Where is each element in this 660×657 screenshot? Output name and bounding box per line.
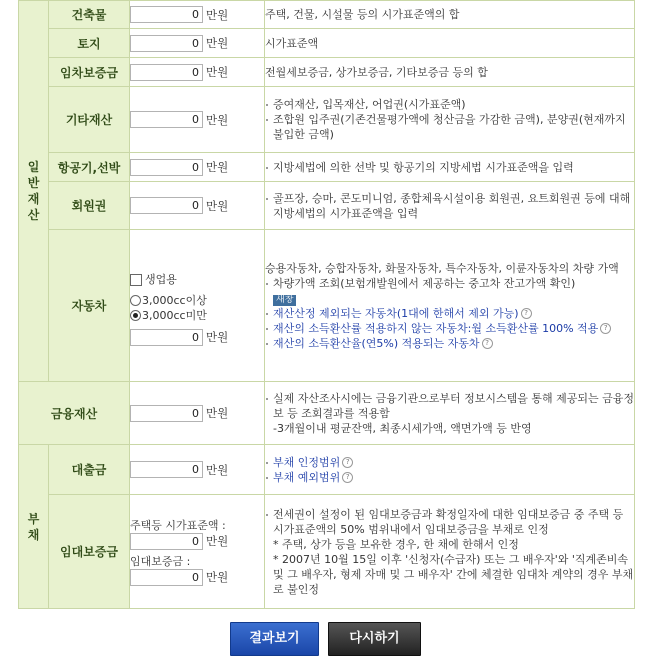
category-general	[19, 1, 49, 382]
debt-accept-link[interactable]: 부채 인정범위	[273, 455, 341, 469]
row-lease-debt	[19, 495, 635, 609]
house-value-label: 주택등 시가표준액 :	[130, 518, 226, 532]
label-building: 건축물	[49, 1, 130, 29]
radio-under-3000cc[interactable]	[130, 310, 141, 321]
lease-deposit-desc: 전월세보증금, 상가보증금, 기타보증금 등의 합	[265, 58, 635, 87]
financial-desc-1: 실제 자산조사시에는 금융기관으로부터 정보시스템을 통해 제공되는 금융정보 등 조회결과를 적용함	[265, 391, 634, 421]
row-lease-deposit	[19, 58, 635, 87]
help-icon[interactable]: ?	[521, 308, 532, 319]
row-membership	[19, 182, 635, 230]
category-general-label: 일반재산	[27, 160, 40, 222]
building-desc: 주택, 건물, 시설물 등의 시가표준액의 합	[265, 1, 635, 29]
car-input[interactable]: 0	[130, 329, 203, 346]
category-debt-label: 부채	[27, 511, 40, 542]
membership-input[interactable]: 0	[130, 197, 203, 214]
category-debt	[19, 445, 49, 609]
car-lookup-link[interactable]: 차량가액 조회(보험개발원에서 제공하는 중고차 잔고가액 확인)	[273, 276, 576, 290]
other-property-desc-1: 증여재산, 입목재산, 어업권(시가표준액)	[265, 97, 634, 112]
help-icon[interactable]: ?	[600, 323, 611, 334]
other-property-unit: 만원	[206, 112, 229, 127]
row-building	[19, 1, 635, 29]
row-land	[19, 29, 635, 58]
label-other-property: 기타재산	[49, 87, 130, 153]
aircraft-ship-input[interactable]: 0	[130, 159, 203, 176]
lease-debt-value-label: 임대보증금 :	[130, 554, 191, 568]
car-unit: 만원	[206, 330, 229, 344]
reset-button[interactable]: 다시하기	[328, 622, 421, 656]
lease-debt-input[interactable]: 0	[130, 569, 203, 586]
asset-form-table	[18, 0, 635, 609]
label-financial: 금융재산	[19, 382, 130, 445]
label-car: 자동차	[49, 230, 130, 382]
help-icon[interactable]: ?	[482, 338, 493, 349]
loan-input[interactable]: 0	[130, 461, 203, 478]
label-lease-deposit: 임차보증금	[49, 58, 130, 87]
row-car	[19, 230, 635, 382]
radio-over-3000cc-label: 3,000cc이상	[142, 293, 207, 307]
lease-deposit-unit: 만원	[206, 65, 229, 79]
lease-debt-desc-2: * 주택, 상가 등을 보유한 경우, 한 채에 한해서 인정	[273, 537, 519, 551]
other-property-desc-2: 조합원 입주권(기존건물평가액에 청산금을 가감한 금액), 분양권(현재까지 불입한 금액)	[265, 112, 634, 142]
lease-debt-desc-1: 전세권이 설정이 된 임대보증금과 확정일자에 대한 임대보증금 중 주택 등 시가표준액의 50% 범위내에서 임대보증금을 부채로 인정	[265, 507, 634, 537]
new-window-badge[interactable]: 새창	[273, 295, 296, 306]
membership-desc: 골프장, 승마, 콘도미니엄, 종합체육시설이용 회원권, 요트회원권 등에 대해 지방세법의 시가표준액을 입력	[265, 191, 634, 221]
aircraft-ship-unit: 만원	[206, 160, 229, 174]
help-icon[interactable]: ?	[342, 457, 353, 468]
membership-unit: 만원	[206, 198, 229, 213]
label-aircraft-ship: 항공기,선박	[49, 153, 130, 182]
lease-deposit-input[interactable]: 0	[130, 64, 203, 81]
house-value-input[interactable]: 0	[130, 533, 203, 550]
row-financial	[19, 382, 635, 445]
land-input[interactable]: 0	[130, 35, 203, 52]
help-icon[interactable]: ?	[342, 472, 353, 483]
financial-unit: 만원	[206, 406, 229, 420]
aircraft-ship-desc: 지방세법에 의한 선박 및 항공기의 지방세법 시가표준액을 입력	[265, 160, 634, 175]
row-loan	[19, 445, 635, 495]
loan-unit: 만원	[206, 462, 229, 477]
debt-except-link[interactable]: 부채 예외범위	[273, 470, 341, 484]
label-loan: 대출금	[49, 445, 130, 495]
car-desc-intro: 승용자동차, 승합자동차, 화물자동차, 특수자동차, 이륜자동차의 차량 가액	[265, 261, 619, 275]
financial-desc-2: -3개월이내 평균잔액, 최종시세가액, 액면가액 등 반영	[273, 421, 532, 435]
label-land: 토지	[49, 29, 130, 58]
lease-debt-unit: 만원	[206, 570, 229, 584]
row-other-property	[19, 87, 635, 153]
label-membership: 회원권	[49, 182, 130, 230]
label-lease-debt: 임대보증금	[49, 495, 130, 609]
view-result-button[interactable]: 결과보기	[230, 622, 319, 656]
row-aircraft-ship	[19, 153, 635, 182]
financial-input[interactable]: 0	[130, 405, 203, 422]
business-use-label: 생업용	[145, 272, 177, 286]
car-conversion-link[interactable]: 재산의 소득환산율(연5%) 적용되는 자동차	[273, 336, 480, 350]
house-value-unit: 만원	[206, 534, 229, 548]
car-exclusion-link[interactable]: 재산산정 제외되는 자동차(1대에 한해서 제외 가능)	[273, 306, 519, 320]
lease-debt-desc-3: * 2007년 10월 15일 이후 '신청자(수급자) 또는 그 배우자'와 '직계존비속 및 그 배우자, 형제 자매 및 그 배우자' 간에 체결한 임대차 계약의 경우 부채로 불인정	[273, 552, 634, 596]
land-desc: 시가표준액	[265, 29, 635, 58]
business-use-checkbox[interactable]	[130, 274, 142, 286]
building-input[interactable]: 0	[130, 6, 203, 23]
radio-over-3000cc[interactable]	[130, 295, 141, 306]
car-no-conversion-link[interactable]: 재산의 소득환산률 적용하지 않는 자동차:월 소득환산률 100% 적용	[273, 321, 599, 335]
other-property-input[interactable]: 0	[130, 111, 203, 128]
building-unit: 만원	[206, 7, 229, 22]
land-unit: 만원	[206, 36, 229, 50]
radio-under-3000cc-label: 3,000cc미만	[142, 308, 207, 322]
